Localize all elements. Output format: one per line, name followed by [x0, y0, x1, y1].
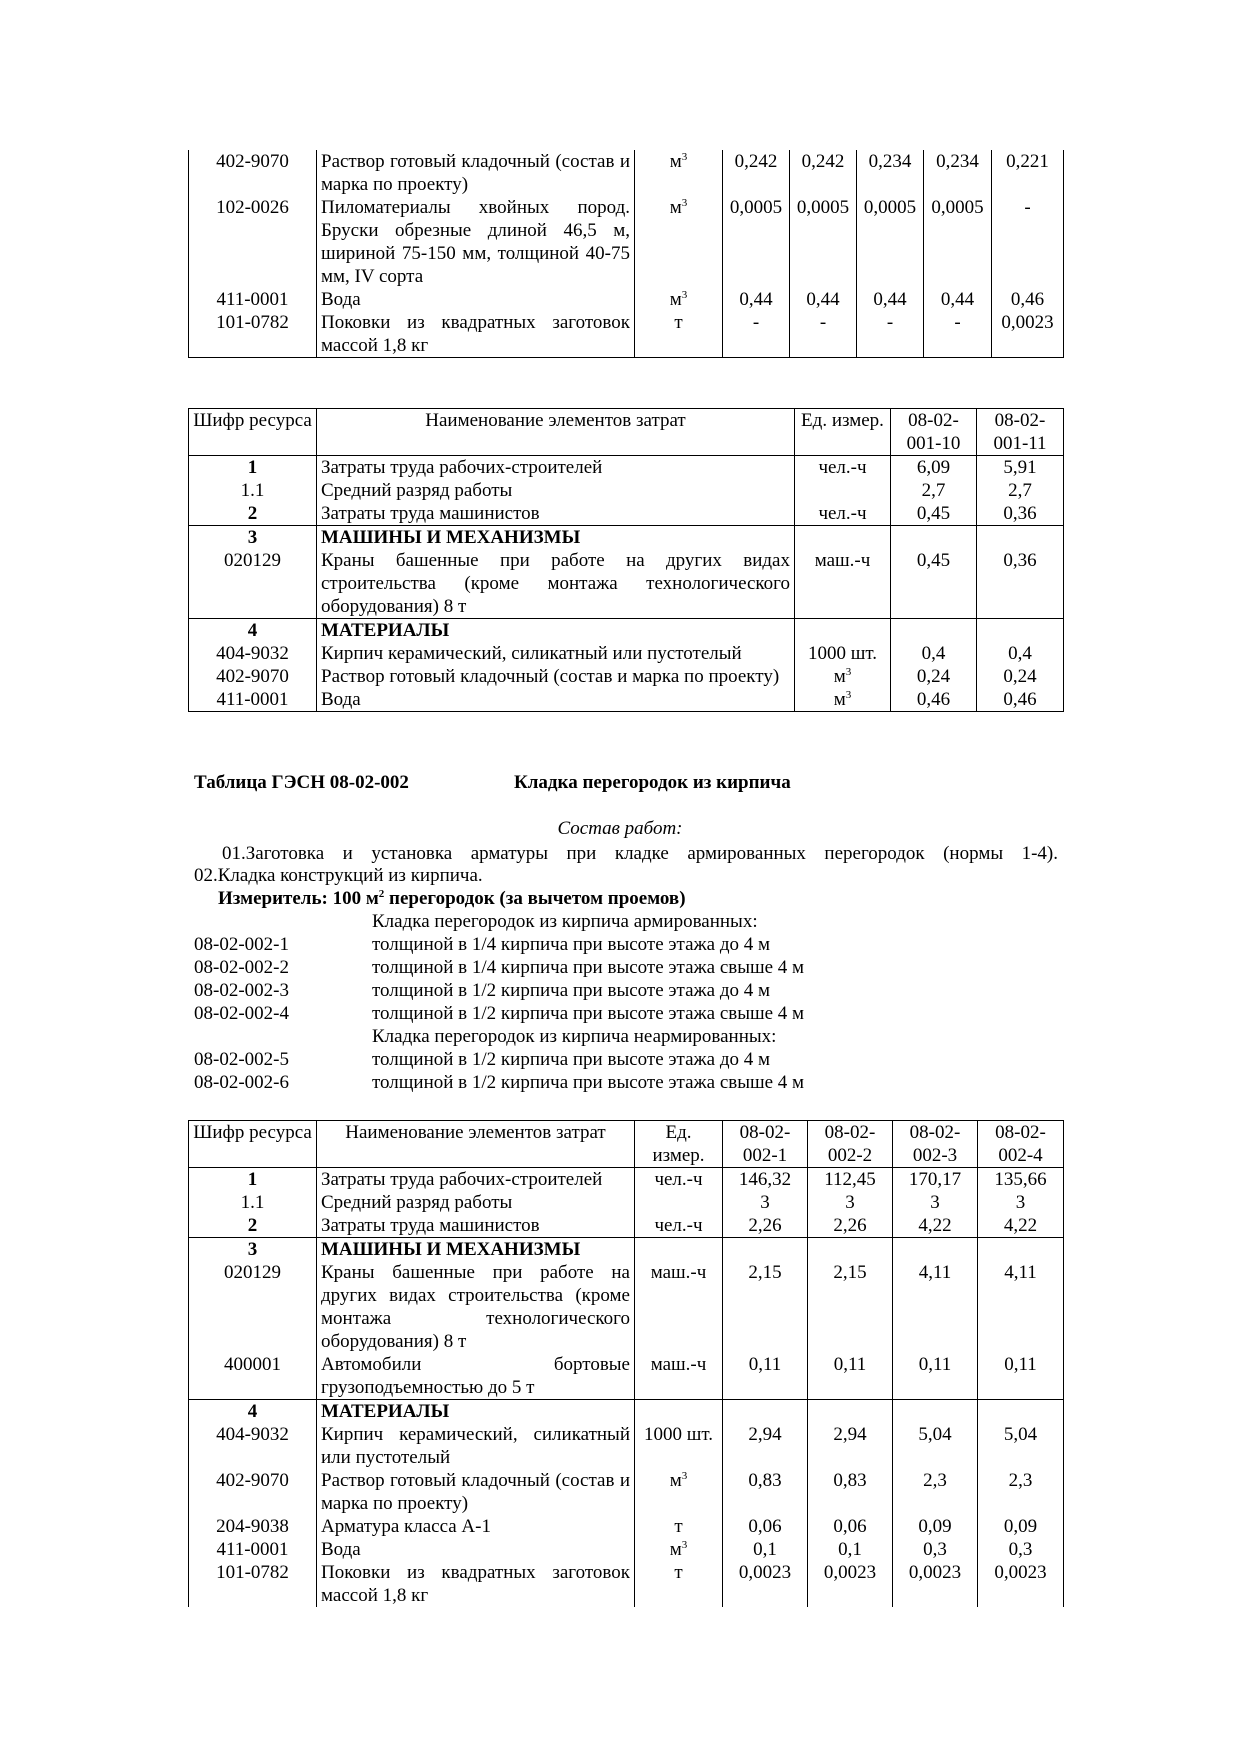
composition-item-2: 02.Кладка конструкций из кирпича.	[194, 865, 483, 886]
table-title-heading: Кладка перегородок из кирпича	[514, 772, 791, 793]
unit-cell: $м^3$	[795, 665, 891, 688]
unit-cell: маш.-ч	[795, 549, 891, 619]
value-cell: 0,36	[977, 502, 1064, 526]
value-cell: 5,04	[893, 1423, 978, 1469]
value-cell: 2,94	[723, 1423, 808, 1469]
value-cell: 2,7	[977, 479, 1064, 502]
table-row	[189, 150, 1064, 196]
table-row	[189, 1168, 1064, 1192]
value-cell: 4,11	[893, 1261, 978, 1353]
resource-name: Раствор готовый кладочный (состав и марка по проекту)	[317, 150, 635, 196]
section-code: 4	[189, 619, 317, 643]
variant-text: толщиной в 1/2 кирпича при высоте этажа до 4 м	[372, 1049, 771, 1070]
unit-cell: $м^3$	[635, 1469, 723, 1515]
header-unit: Ед. измер.	[635, 1121, 723, 1168]
value-cell: 2,26	[723, 1214, 808, 1238]
header-name: Наименование элементов затрат	[317, 1121, 635, 1168]
resource-code: 411-0001	[189, 1538, 317, 1561]
resource-code: 204-9038	[189, 1515, 317, 1538]
value-cell: -	[790, 311, 857, 358]
resource-name: Раствор готовый кладочный (состав и марка по проекту)	[317, 1469, 635, 1515]
resource-code: 2	[189, 502, 317, 526]
table-code-heading: Таблица ГЭСН 08-02-002	[194, 772, 409, 793]
header-col: 08-02-001-11	[977, 409, 1064, 456]
resource-name: Кирпич керамический, силикатный или пустотелый	[317, 642, 795, 665]
resource-name: Краны башенные при работе на других видах строительства (кроме монтажа технологического оборудования) 8 т	[317, 1261, 635, 1353]
unit-cell: маш.-ч	[635, 1261, 723, 1353]
resource-name: Поковки из квадратных заготовок массой 1,8 кг	[317, 311, 635, 358]
value-cell: 0,44	[924, 288, 992, 311]
resource-name: Средний разряд работы	[317, 479, 795, 502]
resource-name: Краны башенные при работе на других видах строительства (кроме монтажа технологического оборудования) 8 т	[317, 549, 795, 619]
unit-cell: т	[635, 1561, 723, 1607]
variant-group-title: Кладка перегородок из кирпича армированных:	[372, 911, 758, 932]
section-title: МАТЕРИАЛЫ	[317, 619, 795, 643]
resource-name: Поковки из квадратных заготовок массой 1,8 кг	[317, 1561, 635, 1607]
value-cell: 0,3	[978, 1538, 1064, 1561]
measure-unit: Измеритель: 100 $м^2$ перегородок (за вычетом проемов)	[218, 888, 686, 909]
unit-cell: чел.-ч	[635, 1214, 723, 1238]
table-row	[189, 311, 1064, 358]
value-cell: 0,83	[808, 1469, 893, 1515]
section-row	[189, 526, 1064, 550]
table-row	[189, 1469, 1064, 1515]
resource-name: Арматура класса А-1	[317, 1515, 635, 1538]
unit-cell: чел.-ч	[635, 1168, 723, 1192]
resource-code: 1.1	[189, 479, 317, 502]
section-title: МАШИНЫ И МЕХАНИЗМЫ	[317, 1238, 635, 1262]
table-row	[189, 1191, 1064, 1214]
variant-code: 08-02-002-6	[194, 1072, 289, 1093]
value-cell: 0,46	[992, 288, 1064, 311]
value-cell: 0,0023	[978, 1561, 1064, 1607]
value-cell: 0,1	[808, 1538, 893, 1561]
table-row	[189, 1561, 1064, 1607]
resource-name: Раствор готовый кладочный (состав и марка по проекту)	[317, 665, 795, 688]
unit-cell: т	[635, 311, 723, 358]
value-cell: -	[992, 196, 1064, 288]
value-cell: 6,09	[891, 456, 977, 480]
unit-cell: $м^3$	[635, 196, 723, 288]
value-cell: 0,36	[977, 549, 1064, 619]
header-code: Шифр ресурса	[189, 409, 317, 456]
resource-code: 402-9070	[189, 150, 317, 196]
value-cell: 0,0023	[808, 1561, 893, 1607]
value-cell: -	[924, 311, 992, 358]
header-col: 08-02-002-2	[808, 1121, 893, 1168]
value-cell: 0,221	[992, 150, 1064, 196]
unit-cell: $м^3$	[635, 1538, 723, 1561]
value-cell: 0,1	[723, 1538, 808, 1561]
value-cell: 0,06	[808, 1515, 893, 1538]
resource-name: Кирпич керамический, силикатный или пустотелый	[317, 1423, 635, 1469]
section-code: 3	[189, 1238, 317, 1262]
header-col: 08-02-002-4	[978, 1121, 1064, 1168]
value-cell: 0,242	[790, 150, 857, 196]
value-cell: 0,24	[891, 665, 977, 688]
variant-code: 08-02-002-5	[194, 1049, 289, 1070]
resource-name: Вода	[317, 688, 795, 712]
resource-code: 402-9070	[189, 1469, 317, 1515]
table-row	[189, 1261, 1064, 1353]
value-cell: 0,0005	[723, 196, 790, 288]
value-cell: 0,11	[808, 1353, 893, 1400]
section-code: 4	[189, 1400, 317, 1424]
table-row	[189, 688, 1064, 712]
value-cell: -	[723, 311, 790, 358]
value-cell: 0,0005	[857, 196, 924, 288]
value-cell: 4,11	[978, 1261, 1064, 1353]
value-cell: 0,09	[893, 1515, 978, 1538]
resource-name: Затраты труда машинистов	[317, 1214, 635, 1238]
value-cell: -	[857, 311, 924, 358]
value-cell: 3	[723, 1191, 808, 1214]
unit-cell	[795, 479, 891, 502]
value-cell: 0,0005	[924, 196, 992, 288]
resource-name: Затраты труда рабочих-строителей	[317, 1168, 635, 1192]
resource-code: 102-0026	[189, 196, 317, 288]
value-cell: 135,66	[978, 1168, 1064, 1192]
variant-code: 08-02-002-4	[194, 1003, 289, 1024]
value-cell: 2,3	[893, 1469, 978, 1515]
unit-cell: чел.-ч	[795, 502, 891, 526]
table-row	[189, 642, 1064, 665]
value-cell: 5,04	[978, 1423, 1064, 1469]
section-row	[189, 619, 1064, 643]
value-cell: 0,24	[977, 665, 1064, 688]
unit-cell: чел.-ч	[795, 456, 891, 480]
resource-code: 020129	[189, 1261, 317, 1353]
resource-code: 2	[189, 1214, 317, 1238]
resource-code: 411-0001	[189, 688, 317, 712]
value-cell: 0,46	[891, 688, 977, 712]
resource-code: 020129	[189, 549, 317, 619]
resource-name: Средний разряд работы	[317, 1191, 635, 1214]
table-row	[189, 665, 1064, 688]
value-cell: 0,4	[891, 642, 977, 665]
resource-code: 400001	[189, 1353, 317, 1400]
value-cell: 0,4	[977, 642, 1064, 665]
header-name: Наименование элементов затрат	[317, 409, 795, 456]
section-title: МАТЕРИАЛЫ	[317, 1400, 635, 1424]
value-cell: 0,45	[891, 502, 977, 526]
composition-title: Состав работ:	[557, 818, 683, 839]
section-title: МАШИНЫ И МЕХАНИЗМЫ	[317, 526, 795, 550]
header-col: 08-02-002-1	[723, 1121, 808, 1168]
value-cell: 2,3	[978, 1469, 1064, 1515]
resource-code: 404-9032	[189, 1423, 317, 1469]
value-cell: 4,22	[893, 1214, 978, 1238]
unit-cell: 1000 шт.	[635, 1423, 723, 1469]
table-row	[189, 1515, 1064, 1538]
value-cell: 0,0005	[790, 196, 857, 288]
variant-code: 08-02-002-3	[194, 980, 289, 1001]
unit-cell: $м^3$	[635, 288, 723, 311]
resource-code: 101-0782	[189, 1561, 317, 1607]
value-cell: 3	[893, 1191, 978, 1214]
section-row	[189, 1400, 1064, 1424]
value-cell: 2,15	[808, 1261, 893, 1353]
value-cell: 112,45	[808, 1168, 893, 1192]
variant-text: толщиной в 1/4 кирпича при высоте этажа свыше 4 м	[372, 957, 805, 978]
table-header-row	[189, 409, 1064, 456]
value-cell: 3	[978, 1191, 1064, 1214]
value-cell: 0,09	[978, 1515, 1064, 1538]
value-cell: 146,32	[723, 1168, 808, 1192]
table-row	[189, 1538, 1064, 1561]
unit-cell	[635, 1191, 723, 1214]
value-cell: 0,44	[723, 288, 790, 311]
value-cell: 2,7	[891, 479, 977, 502]
table-row	[189, 288, 1064, 311]
value-cell: 0,11	[723, 1353, 808, 1400]
variant-text: толщиной в 1/4 кирпича при высоте этажа до 4 м	[372, 934, 771, 955]
resource-name: Затраты труда машинистов	[317, 502, 795, 526]
table-header-row	[189, 1121, 1064, 1168]
unit-cell: $м^3$	[635, 150, 723, 196]
resource-code: 1.1	[189, 1191, 317, 1214]
table-row	[189, 456, 1064, 480]
unit-cell: 1000 шт.	[795, 642, 891, 665]
resource-code: 404-9032	[189, 642, 317, 665]
value-cell: 2,26	[808, 1214, 893, 1238]
table-row	[189, 479, 1064, 502]
resource-code: 101-0782	[189, 311, 317, 358]
header-code: Шифр ресурса	[189, 1121, 317, 1168]
value-cell: 0,06	[723, 1515, 808, 1538]
resource-code: 402-9070	[189, 665, 317, 688]
variant-text: толщиной в 1/2 кирпича при высоте этажа свыше 4 м	[372, 1003, 805, 1024]
value-cell: 0,0023	[992, 311, 1064, 358]
value-cell: 0,11	[978, 1353, 1064, 1400]
table-row	[189, 1353, 1064, 1400]
value-cell: 3	[808, 1191, 893, 1214]
value-cell: 5,91	[977, 456, 1064, 480]
variant-group-title: Кладка перегородок из кирпича неармированных:	[372, 1026, 777, 1047]
unit-cell: т	[635, 1515, 723, 1538]
value-cell: 170,17	[893, 1168, 978, 1192]
resource-name: Затраты труда рабочих-строителей	[317, 456, 795, 480]
header-col: 08-02-001-10	[891, 409, 977, 456]
value-cell: 4,22	[978, 1214, 1064, 1238]
resource-name: Автомобили бортовые грузоподъемностью до 5 т	[317, 1353, 635, 1400]
value-cell: 0,44	[857, 288, 924, 311]
variant-code: 08-02-002-1	[194, 934, 289, 955]
value-cell: 0,0023	[723, 1561, 808, 1607]
composition-item-1: 01.Заготовка и установка арматуры при кладке армированных перегородок (нормы 1-4).	[222, 843, 1058, 864]
variant-text: толщиной в 1/2 кирпича при высоте этажа свыше 4 м	[372, 1072, 805, 1093]
resource-name: Вода	[317, 288, 635, 311]
value-cell: 2,15	[723, 1261, 808, 1353]
table-row	[189, 1423, 1064, 1469]
unit-cell: маш.-ч	[635, 1353, 723, 1400]
resource-code: 411-0001	[189, 288, 317, 311]
value-cell: 0,11	[893, 1353, 978, 1400]
table-row	[189, 196, 1064, 288]
value-cell: 0,45	[891, 549, 977, 619]
value-cell: 0,83	[723, 1469, 808, 1515]
header-unit: Ед. измер.	[795, 409, 891, 456]
resource-table-08-02-002	[188, 1120, 1064, 1607]
table-row	[189, 502, 1064, 526]
section-row	[189, 1238, 1064, 1262]
table-row	[189, 1214, 1064, 1238]
variant-code: 08-02-002-2	[194, 957, 289, 978]
variant-text: толщиной в 1/2 кирпича при высоте этажа до 4 м	[372, 980, 771, 1001]
value-cell: 0,234	[924, 150, 992, 196]
value-cell: 0,242	[723, 150, 790, 196]
section-code: 3	[189, 526, 317, 550]
value-cell: 0,0023	[893, 1561, 978, 1607]
resource-name: Вода	[317, 1538, 635, 1561]
value-cell: 0,3	[893, 1538, 978, 1561]
resource-table-continued	[188, 150, 1064, 358]
resource-table-08-02-001	[188, 408, 1064, 712]
resource-code: 1	[189, 456, 317, 480]
unit-cell: $м^3$	[795, 688, 891, 712]
resource-code: 1	[189, 1168, 317, 1192]
table-row	[189, 549, 1064, 619]
value-cell: 0,44	[790, 288, 857, 311]
header-col: 08-02-002-3	[893, 1121, 978, 1168]
value-cell: 0,46	[977, 688, 1064, 712]
resource-name: Пиломатериалы хвойных пород. Бруски обрезные длиной 46,5 м, шириной 75-150 мм, толщиной 40-75 мм, IV сорта	[317, 196, 635, 288]
value-cell: 2,94	[808, 1423, 893, 1469]
value-cell: 0,234	[857, 150, 924, 196]
